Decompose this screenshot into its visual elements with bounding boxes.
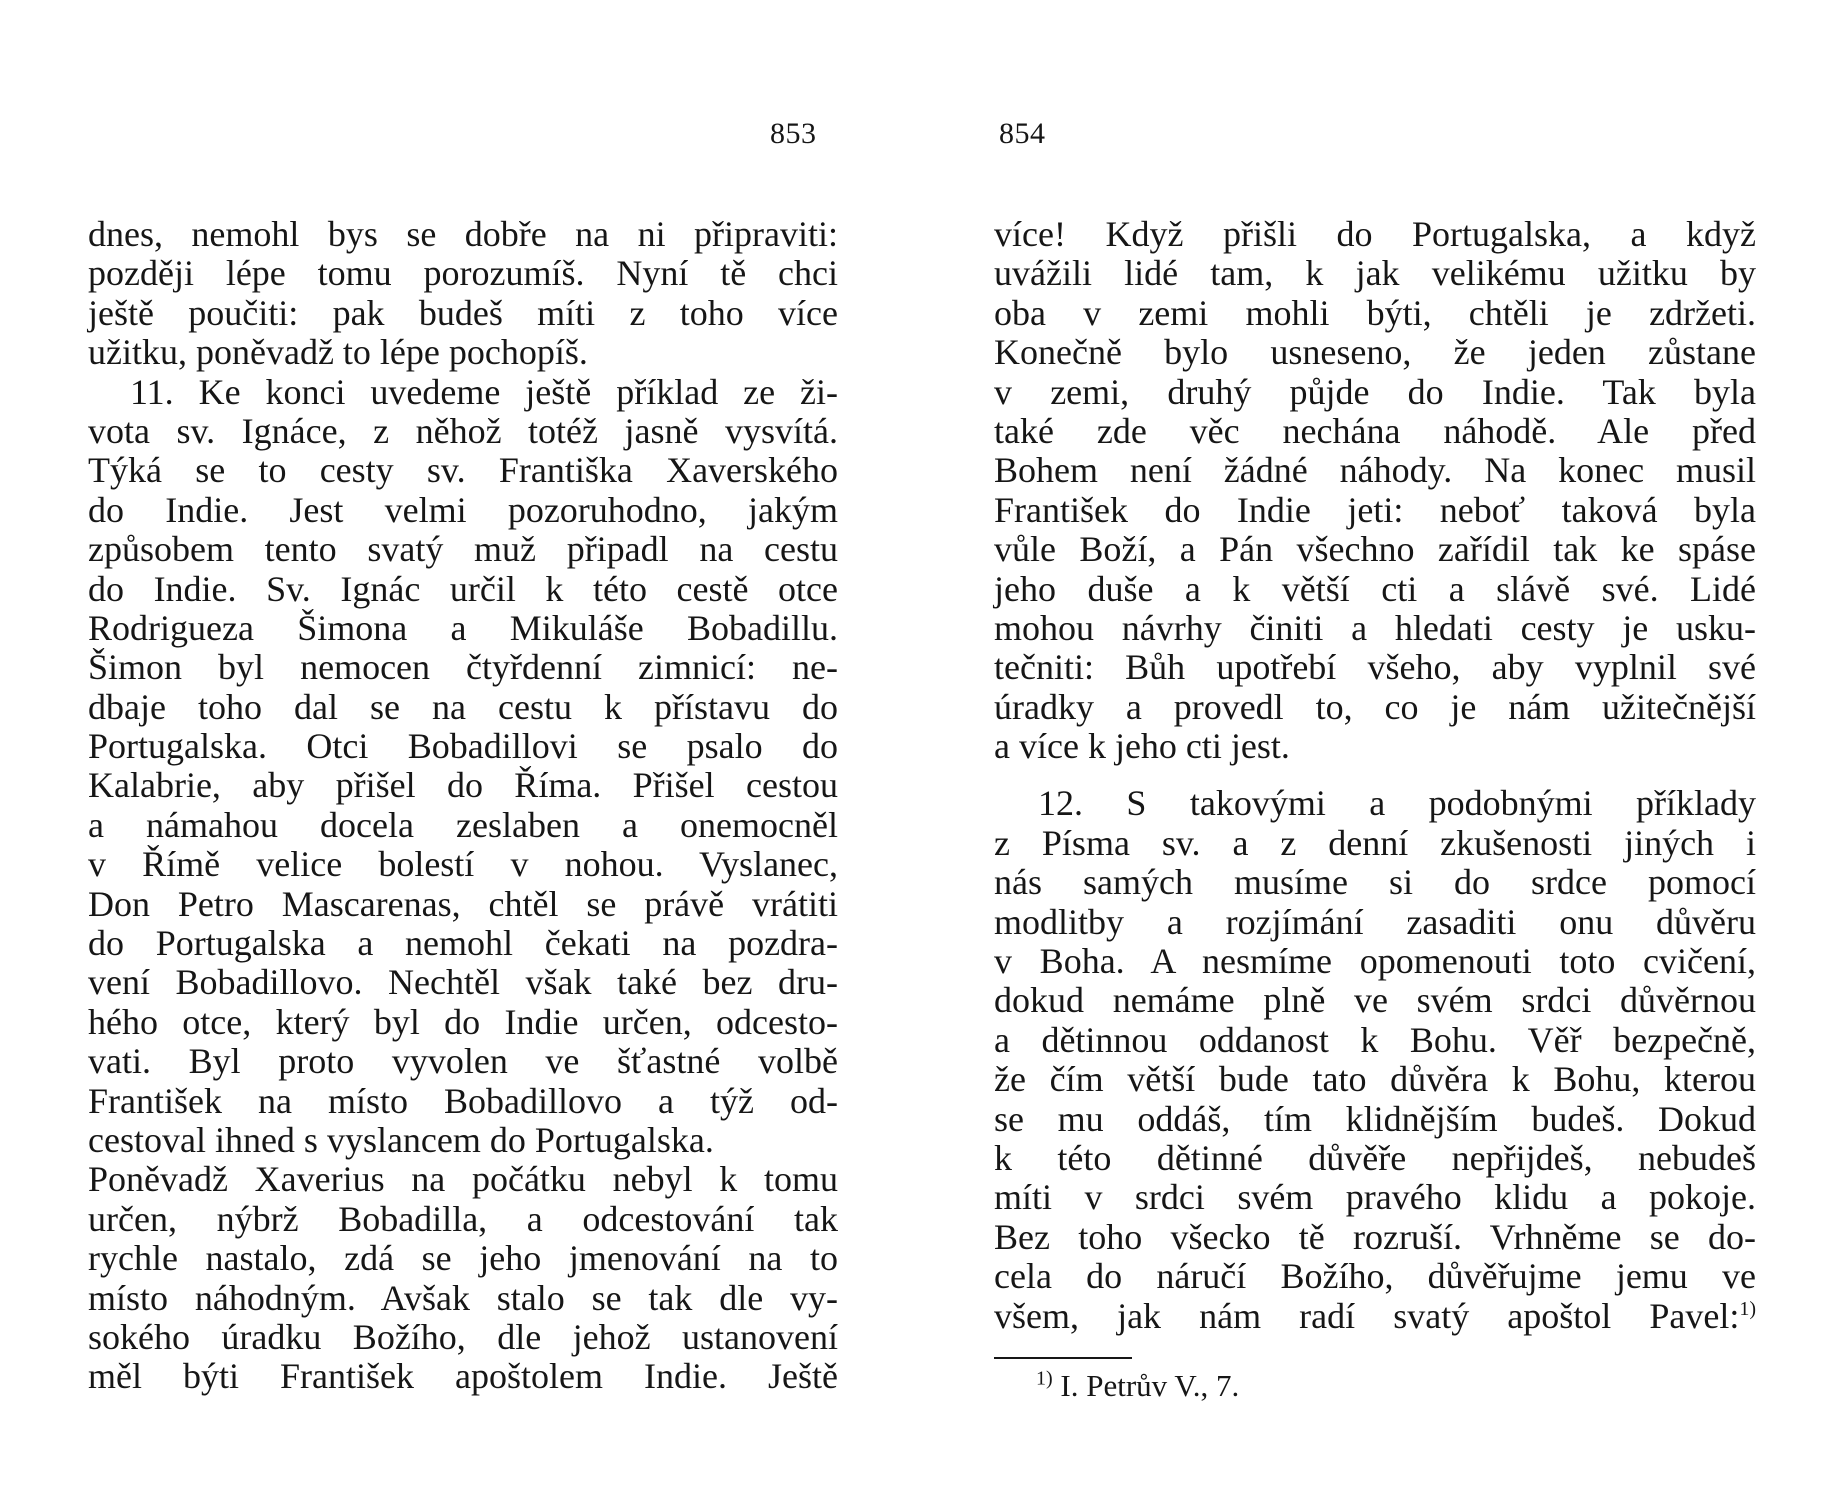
text-line: že čím větší bude tato důvěra k Bohu, kterou — [994, 1059, 1756, 1100]
text-line: a více k jeho cti jest. — [994, 726, 1290, 767]
text-line: dnes, nemohl bys se dobře na ni připraviti: — [88, 214, 838, 254]
text-line: míti v srdci svém pravého klidu a pokoje. — [994, 1177, 1756, 1218]
text-line: cela do náručí Božího, důvěřujme jemu ve — [994, 1256, 1756, 1297]
text-line: mohou návrhy činiti a hledati cesty je usku- — [994, 607, 1756, 648]
footnote-reference: 1) — [1739, 1297, 1756, 1320]
text-line: v Římě velice bolestí v nohou. Vyslanec, — [88, 844, 838, 885]
text-line: měl býti František apoštolem Indie. Ještě — [88, 1356, 838, 1397]
text-line: z Písma sv. a z denní zkušenosti jiných i — [994, 822, 1756, 863]
text-line: a dětinnou oddanost k Bohu. Věř bezpečně, — [994, 1019, 1756, 1060]
text-line: Rodrigueza Šimona a Mikuláše Bobadillu. — [88, 607, 838, 648]
text-line: sokého úradku Božího, dle jehož ustanovení — [88, 1316, 838, 1357]
text-line: určen, nýbrž Bobadilla, a odcestování tak — [88, 1198, 838, 1239]
text-line: tečniti: Bůh upotřebí všeho, aby vyplnil své — [994, 647, 1756, 688]
text-line: 11. Ke konci uvedeme ještě příklad ze ži- — [130, 371, 838, 412]
text-line: do Indie. Jest velmi pozoruhodno, jakým — [88, 489, 838, 530]
text-line: uvážili lidé tam, k jak velikému užitku by — [994, 253, 1756, 294]
text-line: se mu oddáš, tím klidnějším budeš. Dokud — [994, 1098, 1756, 1139]
footnote-divider — [994, 1357, 1132, 1359]
text-line: úradky a provedl to, co je nám užitečnější — [994, 686, 1756, 727]
text-line: hého otce, který byl do Indie určen, odcesto- — [88, 1001, 838, 1042]
text-line: k této dětinné důvěře nepřijdeš, nebudeš — [994, 1137, 1756, 1178]
text-line: rychle nastalo, zdá se jeho jmenování na to — [88, 1238, 838, 1279]
text-line: v zemi, druhý půjde do Indie. Tak byla — [994, 371, 1756, 412]
footnote — [1036, 1367, 1239, 1405]
text-line: vení Bobadillovo. Nechtěl však také bez dru- — [88, 962, 838, 1003]
text-line: vůle Boží, a Pán všechno zařídil tak ke spáse — [994, 529, 1756, 570]
page-number-right: 854 — [999, 117, 1046, 150]
text-line-with-footnote-ref — [994, 1297, 1756, 1336]
text-line: Poněvadž Xaverius na počátku nebyl k tomu — [88, 1159, 838, 1200]
text-line: do Portugalska a nemohl čekati na pozdra- — [88, 923, 838, 964]
text-line: nás samých musíme si do srdce pomocí — [994, 862, 1756, 903]
text-line: vota sv. Ignáce, z něhož totéž jasně vysvítá. — [88, 410, 838, 451]
text-line: všem, jak nám radí svatý apoštol Pavel: — [994, 1295, 1740, 1336]
text-line: František do Indie jeti: neboť taková byla — [994, 489, 1756, 530]
text-line: dokud nemáme plně ve svém srdci důvěrnou — [994, 980, 1756, 1021]
text-line: modlitby a rozjímání zasaditi onu důvěru — [994, 901, 1756, 942]
text-line: v Boha. A nesmíme opomenouti toto cvičení, — [994, 941, 1756, 982]
text-line: a námahou docela zeslaben a onemocněl — [88, 804, 838, 845]
text-line: Konečně bylo usneseno, že jeden zůstane — [994, 332, 1756, 373]
text-line: František na místo Bobadillovo a týž od- — [88, 1080, 838, 1121]
text-line: dbaje toho dal se na cestu k přístavu do — [88, 686, 838, 727]
text-line: cestoval ihned s vyslancem do Portugalska. — [88, 1119, 714, 1160]
text-line: 12. S takovými a podobnými příklady — [1038, 783, 1756, 824]
paragraph-gap — [994, 766, 1756, 784]
footnote-marker: 1) — [1036, 1367, 1053, 1390]
left-column — [88, 215, 838, 1397]
text-line: místo náhodným. Avšak stalo se tak dle vy- — [88, 1277, 838, 1318]
footnote-text: I. Petrův V., 7. — [1052, 1368, 1240, 1403]
text-line: Portugalska. Otci Bobadillovi se psalo do — [88, 726, 838, 767]
text-line: Don Petro Mascarenas, chtěl se právě vrátiti — [88, 883, 838, 924]
text-line: Bez toho všecko tě rozruší. Vrhněme se do- — [994, 1216, 1756, 1257]
text-line: Kalabrie, aby přišel do Říma. Přišel cestou — [88, 765, 838, 806]
text-line: jeho duše a k větší cti a slávě své. Lidé — [994, 568, 1756, 609]
text-line: více! Když přišli do Portugalska, a když — [994, 214, 1756, 254]
text-line: užitku, poněvadž to lépe pochopíš. — [88, 332, 588, 373]
text-line: později lépe tomu porozumíš. Nyní tě chci — [88, 253, 838, 294]
text-line: vati. Byl proto vyvolen ve šťastné volbě — [88, 1041, 838, 1082]
text-line: ještě poučiti: pak budeš míti z toho více — [88, 292, 838, 333]
right-column — [994, 215, 1756, 1336]
text-line: do Indie. Sv. Ignác určil k této cestě otce — [88, 568, 838, 609]
text-line: také zde věc nechána náhodě. Ale před — [994, 410, 1756, 451]
page-number-left: 853 — [770, 117, 817, 150]
text-line: Týká se to cesty sv. Františka Xaverského — [88, 450, 838, 491]
text-line: oba v zemi mohli býti, chtěli je zdržeti. — [994, 292, 1756, 333]
text-line: Šimon byl nemocen čtyřdenní zimnicí: ne- — [88, 647, 838, 688]
text-line: způsobem tento svatý muž připadl na cestu — [88, 529, 838, 570]
text-line: Bohem není žádné náhody. Na konec musil — [994, 450, 1756, 491]
